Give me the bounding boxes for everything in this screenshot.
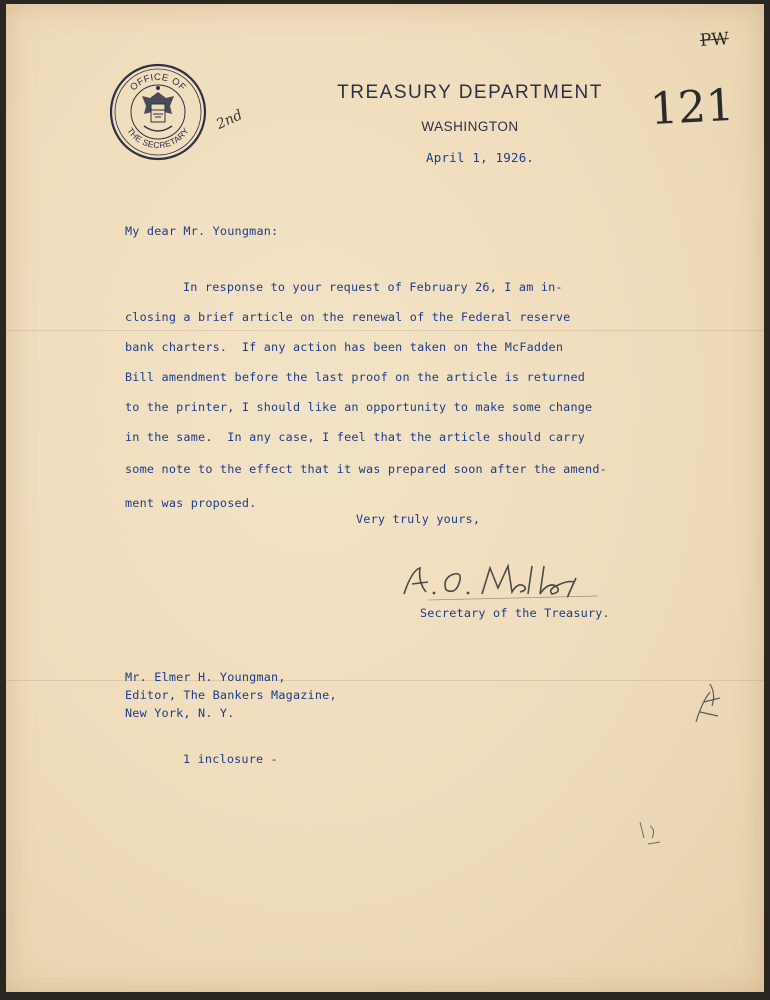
body-line: bank charters. If any action has been taken on the McFadden (125, 340, 564, 354)
signature-icon (398, 556, 628, 602)
fold-line (6, 330, 764, 331)
body-line: Bill amendment before the last proof on the article is returned (125, 370, 586, 384)
signer-title: Secretary of the Treasury. (420, 606, 610, 620)
margin-mark: 2nd (213, 107, 246, 133)
body-line: to the printer, I should like an opportunity to make some change (125, 400, 593, 414)
salutation: My dear Mr. Youngman: (125, 224, 279, 238)
body-line: in the same. In any case, I feel that the article should carry (125, 430, 586, 444)
letterhead-department: TREASURY DEPARTMENT (337, 82, 603, 103)
page-number: 121 (648, 79, 736, 136)
pencil-scribble-icon (690, 672, 730, 732)
body-line: ment was proposed. (125, 496, 257, 510)
body-line: closing a brief article on the renewal of the Federal reserve (125, 310, 571, 324)
enclosure-note: 1 inclosure - (183, 752, 278, 766)
body-line: some note to the effect that it was prepared soon after the amend- (125, 462, 607, 476)
fold-line (6, 680, 764, 681)
treasury-seal-icon (108, 62, 208, 162)
seal-top-text: OFFICE OF (128, 71, 188, 94)
body-line: In response to your request of February 26, I am in- (183, 280, 563, 294)
svg-text:THE SECRETARY (125, 126, 190, 150)
recipient-title: Editor, The Bankers Magazine, (125, 688, 337, 702)
recipient-name: Mr. Elmer H. Youngman, (125, 670, 286, 684)
letterhead-city: WASHINGTON (421, 119, 519, 134)
letter-date: April 1, 1926. (426, 150, 535, 165)
recipient-city: New York, N. Y. (125, 706, 235, 720)
seal-bottom-text: THE SECRETARY (125, 125, 191, 151)
closing: Very truly yours, (356, 512, 481, 526)
pencil-scribble-icon (630, 812, 670, 852)
svg-text:OFFICE OF (128, 72, 188, 93)
corner-mark: PW (699, 29, 730, 51)
